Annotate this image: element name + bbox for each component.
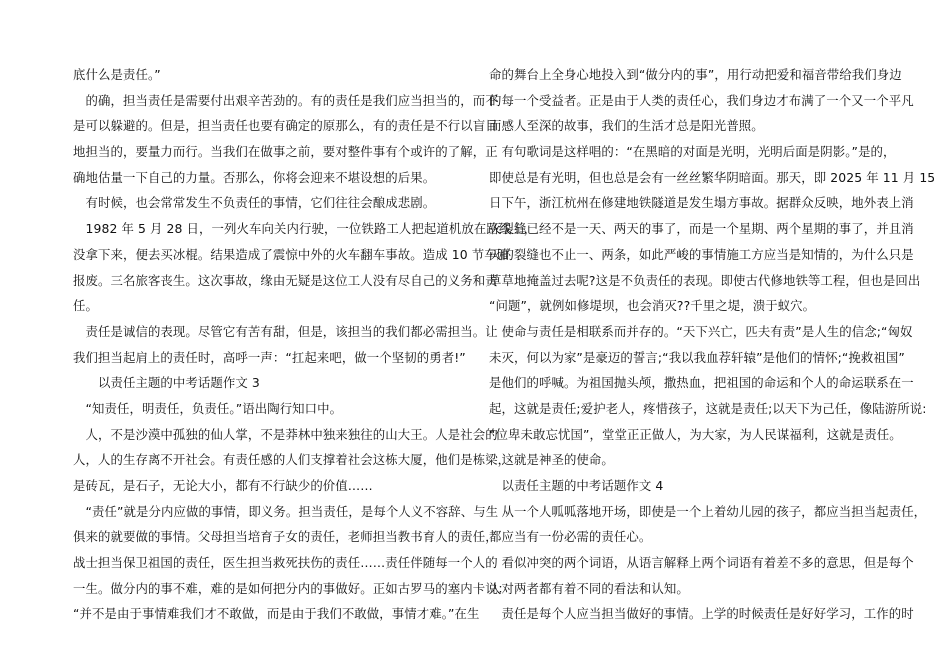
- right-text-column: [489, 62, 936, 627]
- text-line: “位卑未敢忘忧国”，堂堂正正做人，为大家，为人民谋福利，这就是责任。: [489, 426, 902, 442]
- text-line: 这就是神圣的使命。: [489, 452, 614, 468]
- left-text-column: [73, 62, 537, 627]
- text-line: 1982 年 5 月 28 日，一列火车向关内行驶，一位铁路工人把起道机放在路线上，: [73, 221, 537, 237]
- text-line: 有时候，也会常常发生不负责任的事情，它们往往会酿成悲剧。: [73, 195, 436, 211]
- text-line: 人对两者都有着不同的看法和认知。: [489, 580, 689, 596]
- text-line: 地担当的，要量力而行。当我们在做事之前，要对整件事有个或许的了解，正: [73, 144, 498, 160]
- text-line: 有句歌词是这样唱的：“在黑暗的对面是光明，光明后面是阴影。”是的，: [489, 144, 896, 160]
- text-line: 命的舞台上全身心地投入到“做分内的事”，用行动把爱和福音带给我们身边: [489, 67, 902, 82]
- text-line: 未灭，何以为家”是豪迈的誓言;“我以我血荐轩辕”是他们的情怀;“挽救祖国”: [489, 349, 905, 365]
- text-line: 底什么是责任。”: [73, 67, 161, 82]
- text-line: 使命与责任是相联系而并存的。“天下兴亡，匹夫有责”是人生的信念;“匈奴: [489, 323, 913, 339]
- text-line: “责任”就是分内应做的事情，即义务。担当责任，是每个人义不容辞、与生: [73, 503, 499, 519]
- text-line: 报废。三名旅客丧生。这次事故，缘由无疑是这位工人没有尽自己的义务和责: [73, 272, 498, 288]
- section-heading: 以责任主题的中考话题作文 3: [73, 375, 260, 391]
- text-line: “知责任，明责任，负责任。”语出陶行知口中。: [73, 400, 343, 416]
- text-line: 是砖瓦，是石子，无论大小，都有不行缺少的价值……: [73, 478, 373, 493]
- text-line: 起，这就是责任;爱护老人，疼惜孩子，这就是责任;以天下为己任，像陆游所说:: [489, 400, 927, 416]
- text-line: 灭裂缝已经不是一天、两天的事了，而是一个星期、两个星期的事了，并且消: [489, 221, 914, 237]
- text-line: 而感人至深的故事，我们的生活才总是阳光普照。: [489, 118, 764, 134]
- text-line: 看似冲突的两个词语，从语言解释上两个词语有着差不多的意思，但是每个: [489, 555, 914, 571]
- text-line: 即使总是有光明，但也总是会有一丝丝繁华阴暗面。那天，即 2025 年 11 月 15: [489, 169, 936, 185]
- text-line: 我们担当起肩上的责任时，高呼一声：“扛起来吧，做一个坚韧的勇者!”: [73, 349, 466, 365]
- section-heading: 以责任主题的中考话题作文 4: [489, 478, 664, 493]
- text-line: 战士担当保卫祖国的责任，医生担当救死扶伤的责任……责任伴随每一个人的: [73, 555, 498, 571]
- text-line: 责任是每个人应当担当做好的事情。上学的时候责任是好好学习，工作的时: [489, 606, 914, 622]
- text-line: 都应当有一份必需的责任心。: [489, 529, 652, 545]
- text-line: 是可以躲避的。但是，担当责任也要有确定的原那么，有的责任是不行以盲目: [73, 118, 498, 134]
- text-line: 人，人的生存离不开社会。有责任感的人们支撑着社会这栋大厦，他们是栋梁，: [73, 452, 511, 468]
- text-line: 日下午，浙江杭州在修建地铁隧道是发生塌方事故。据群众反映，地外表上消: [489, 195, 914, 211]
- text-line: 灭的裂缝也不止一、两条，如此严峻的事情施工方应当是知情的，为什么只是: [489, 246, 914, 262]
- text-line: 俱来的就要做的事情。父母担当培育子女的责任，老师担当教书育人的责任，: [73, 529, 498, 545]
- text-line: 草草地掩盖过去呢?这是不负责任的表现。即使古代修地铁等工程，但也是回出: [489, 272, 921, 288]
- text-line: 人，不是沙漠中孤独的仙人掌，不是莽林中独来独往的山大王。人是社会的: [73, 426, 498, 442]
- text-line: “问题”，就例如修堤坝，也会消灭??千里之堤，溃于蚁穴。: [489, 298, 816, 314]
- text-line: 的每一个受益者。正是由于人类的责任心，我们身边才布满了一个又一个平凡: [489, 92, 914, 108]
- text-line: “并不是由于事情难我们才不敢做，而是由于我们不敢做，事情才难。”在生: [73, 606, 480, 622]
- text-line: 任。: [73, 298, 98, 314]
- text-line: 没拿下来，便去买冰棍。结果造成了震惊中外的火车翻车事故。造成 10 节车厢: [73, 246, 510, 262]
- text-line: 一生。做分内的事不难，难的是如何把分内的事做好。正如古罗马的塞内卡说：: [73, 580, 511, 596]
- text-line: 责任是诚信的表现。尽管它有苦有甜，但是，该担当的我们都必需担当。让: [73, 323, 498, 339]
- text-line: 从一个人呱呱落地开场，即使是一个上着幼儿园的孩子，都应当担当起责任，: [489, 503, 927, 519]
- text-line: 确地估量一下自己的力量。否那么，你将会迎来不堪设想的后果。: [73, 169, 436, 185]
- text-line: 是他们的呼喊。为祖国抛头颅，撒热血，把祖国的命运和个人的命运联系在一: [489, 375, 914, 391]
- text-line: 的确，担当责任是需要付出艰辛苦劲的。有的责任是我们应当担当的，而不: [73, 92, 498, 108]
